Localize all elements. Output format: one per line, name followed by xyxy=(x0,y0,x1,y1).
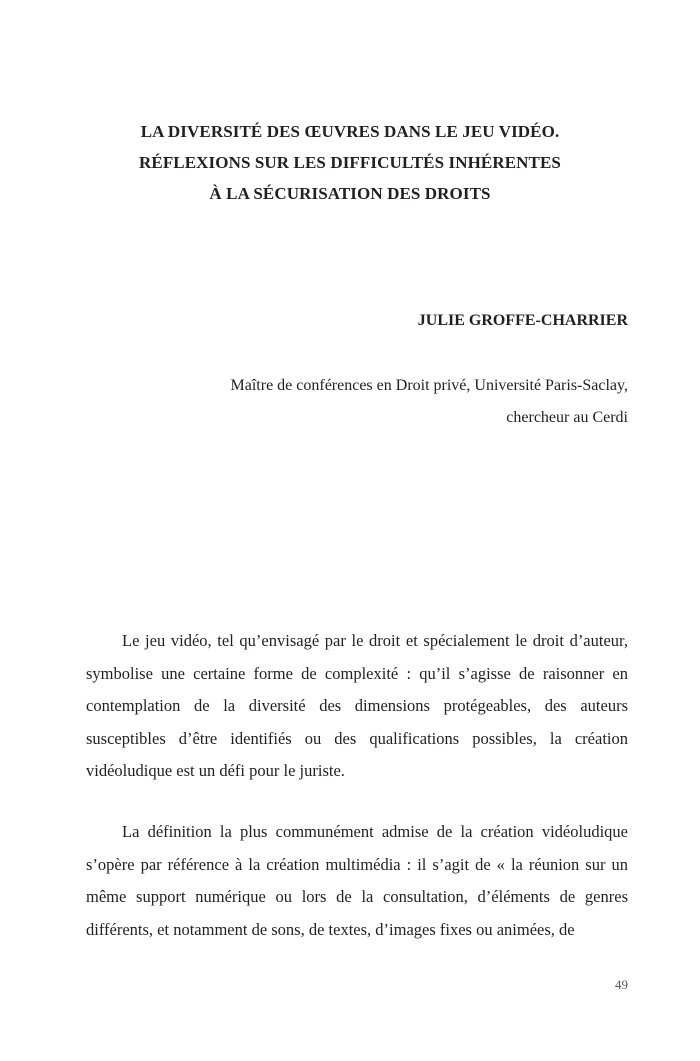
title-line-3: À LA SÉCURISATION DES DROITS xyxy=(209,184,491,203)
author-affiliation-line-2: chercheur au Cerdi xyxy=(506,409,628,426)
body-paragraph-2: La définition la plus communément admise de la création vidéoludique s’opère par référence à la création multimédia : il s’agit de « la réunion sur un même support numérique ou lors de la consultation, d’éléments de genres différents, et notamment de sons, de textes, d’images fixes ou animées, de xyxy=(86,822,628,939)
title-line-1: LA DIVERSITÉ DES ŒUVRES DANS LE JEU VIDÉO. xyxy=(140,122,560,141)
author-name: JULIE GROFFE-CHARRIER xyxy=(417,312,628,329)
title-line-2: RÉFLEXIONS SUR LES DIFFICULTÉS INHÉRENTES xyxy=(139,153,561,172)
author-affiliation-line-1: Maître de conférences en Droit privé, Université Paris-Saclay, xyxy=(230,377,628,394)
page-number: 49 xyxy=(615,977,628,992)
body-paragraph-1: Le jeu vidéo, tel qu’envisagé par le droit et spécialement le droit d’auteur, symbolise une certaine forme de complexité : qu’il s’agisse de raisonner en contemplation de la diversité des dimensions protégeables, des auteurs susceptibles d’être identifiés ou des qualifications possibles, la création vidéoludique est un défi pour le juriste. xyxy=(86,631,628,780)
